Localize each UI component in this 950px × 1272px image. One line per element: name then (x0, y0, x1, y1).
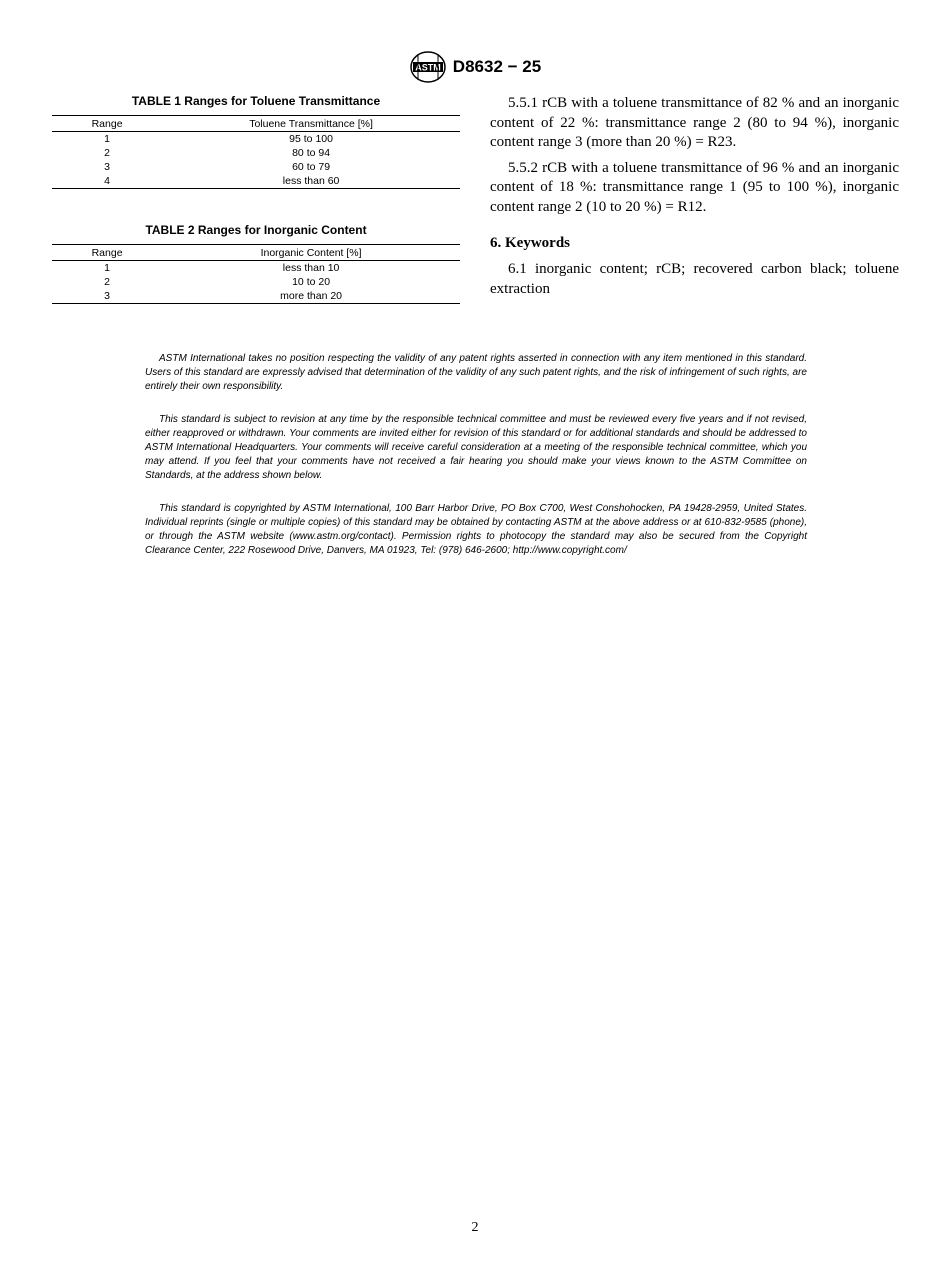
table-row (52, 275, 460, 289)
table-cell: 80 to 94 (292, 147, 331, 159)
astm-logo-icon (409, 50, 447, 84)
table-row (52, 160, 460, 174)
left-column (52, 94, 460, 304)
table-cell: 1 (104, 262, 110, 274)
table-cell: more than 20 (162, 289, 460, 304)
table-2-header-value: Inorganic Content [%] (162, 245, 460, 261)
table-1-grid (52, 115, 460, 189)
table-cell: 1 (104, 133, 110, 145)
table-2 (52, 223, 460, 304)
table-2-header-range: Range (52, 245, 162, 261)
copyright-notice: This standard is copyrighted by ASTM International, 100 Barr Harbor Drive, PO Box C700, West Conshohocken, PA 19428-2959, United States. Individual reprints (single or multiple copies) of this standard may be obtained by contacting ASTM at the above address or at 610-832-9585 (phone), or through the ASTM website (www.astm.org/contact). Permission rights to photocopy the standard may also be secured from the Copyright Clearance Center, 222 Rosewood Drive, Danvers, MA 01923, Tel: (978) 646-2600; http://www.copyright.com/ (145, 503, 807, 556)
table-cell: less than 60 (162, 174, 460, 189)
table-cell: 2 (104, 147, 110, 159)
table-cell: less than 10 (282, 262, 340, 274)
document-id: D8632 − 25 (452, 57, 542, 76)
table-row (52, 132, 460, 147)
table-2-grid (52, 244, 460, 304)
table-2-title: TABLE 2 Ranges for Inorganic Content (145, 223, 367, 237)
table-cell: 3 (52, 289, 162, 304)
page-header (0, 50, 950, 84)
section-heading-keywords: 6. Keywords (490, 235, 570, 251)
patent-notice: ASTM International takes no position respecting the validity of any patent rights asserted in connection with any item mentioned in this standard. Users of this standard are expressly advised that determination of the validity of any such patent rights, and the risk of infringement of such rights, are entirely their own responsibility. (145, 353, 807, 392)
table-1-header-value: Toluene Transmittance [%] (162, 116, 460, 132)
svg-text:ASTM: ASTM (415, 62, 441, 73)
table-cell: 4 (52, 174, 162, 189)
table-cell: 10 to 20 (292, 276, 331, 288)
paragraph-5-5-2: 5.5.2 rCB with a toluene transmittance of 96 % and an inorganic content of 18 %: transmittance range 1 (95 to 100 %), inorganic content range 2 (10 to 20 %) = R12. (490, 159, 899, 215)
paragraph-5-5-1: 5.5.1 rCB with a toluene transmittance of 82 % and an inorganic content of 22 %: transmittance range 2 (80 to 94 %), inorganic content range 3 (more than 20 %) = R23. (490, 95, 899, 150)
table-cell: 3 (104, 161, 110, 173)
table-cell: 95 to 100 (289, 133, 333, 145)
table-1 (52, 94, 460, 189)
legal-footer (145, 352, 807, 577)
revision-notice: This standard is subject to revision at any time by the responsible technical committee and must be reviewed every five years and if not revised, either reapproved or withdrawn. Your comments are invited either for revision of this standard or for additional standards and should be addressed to ASTM International Headquarters. Your comments will receive careful consideration at a meeting of the responsible technical committee, which you may attend. If you feel that your comments have not received a fair hearing you should make your views known to the ASTM Committee on Standards, at the address shown below. (145, 414, 807, 481)
table-cell: 2 (104, 276, 110, 288)
table-row (52, 261, 460, 276)
paragraph-6-1: 6.1 inorganic content; rCB; recovered carbon black; toluene extraction (490, 261, 899, 297)
table-1-title: TABLE 1 Ranges for Toluene Transmittance (131, 94, 381, 108)
table-row (52, 146, 460, 160)
table-1-header-range: Range (52, 116, 162, 132)
table-row (52, 174, 460, 189)
table-row (52, 289, 460, 304)
table-cell: 60 to 79 (292, 161, 331, 173)
right-column (490, 94, 899, 305)
page-number: 2 (471, 1220, 479, 1235)
